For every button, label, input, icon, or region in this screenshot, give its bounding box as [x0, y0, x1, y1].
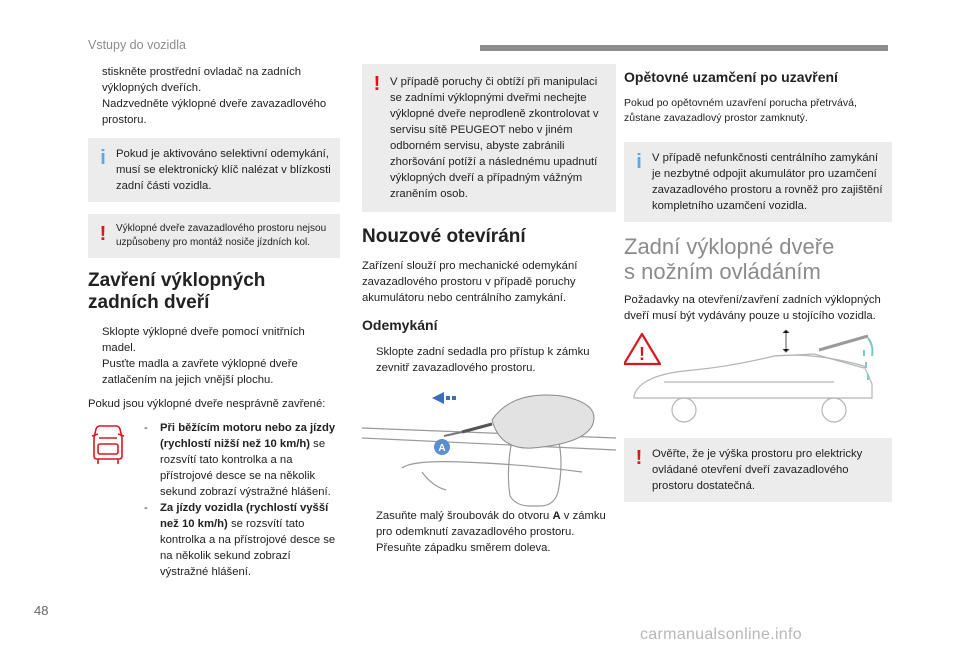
bullet-fold-seats: Sklopte zadní sedadla pro přístup k zámku zevnitř zavazadlového prostoru.: [376, 346, 590, 374]
relock-text: Pokud po opětovném uzavření porucha přetrvává, zůstane zavazadlový prostor zamknutý.: [624, 97, 857, 124]
page-header: [0, 0, 960, 60]
info-icon: i: [636, 151, 642, 173]
warn-box-malfunction: ! V případě poruchy či obtíží při manipulaci se zadními výklopnými dveřmi nechejte výklopné dveře neprodleně zkontrolovat v servisu sítě PEUGEOT nebo v jiném odborném servisu, abyste zabránili zhoršování potíží a následnému upadnutí výklopných dveří a případným vážným zraněním osob.: [362, 64, 616, 212]
bullet-insert-screwdriver: Zasuňte malý šroubovák do otvoru A v zámku pro odemknutí zavazadlového prostoru.: [376, 510, 606, 538]
improper-close-cases: [88, 420, 340, 580]
heading-relocking: Opětovné uzamčení po uzavření: [624, 69, 838, 85]
heading-closing: Zavření výklopných zadních dveří: [88, 270, 266, 313]
column-1: [88, 64, 340, 580]
warning-icon: !: [99, 223, 107, 245]
header-bar: [480, 45, 888, 51]
column-2: [362, 64, 616, 556]
open-door-warning-lamp-icon: [88, 422, 128, 468]
warning-triangle-icon: !: [639, 344, 645, 364]
requirements-text: Požadavky na otevření/zavření zadních výklopných dveří musí být vydávány pouze u stojícího vozidla.: [624, 294, 881, 322]
section-title: Vstupy do vozidla: [88, 38, 186, 52]
tailgate-clearance-illustration: [624, 330, 892, 430]
info-box-selective: i Pokud je aktivováno selektivní odemykání, musí se elektronický klíč nalézat v blízkosti zadní části vozidla.: [88, 138, 340, 202]
heading-unlocking: Odemykání: [362, 317, 438, 333]
case-slow-driving: - Při běžícím motoru nebo za jízdy (rychlostí nižší než 10 km/h) se rozsvítí tato kontrolka a na přístrojové desce se na několik sekund zobrazí výstražné hlášení.: [144, 422, 336, 498]
warning-icon: !: [635, 447, 643, 469]
bullet-close-2: Pusťte madla a zavřete výklopné dveře zatlačením na jejich vnější plochu.: [102, 358, 298, 386]
car-tailgate-icon: [624, 330, 892, 430]
info-icon: i: [100, 147, 106, 169]
heading-emergency-opening: Nouzové otevírání: [362, 226, 526, 247]
column-3: [624, 64, 892, 502]
warn-box-bike-rack: ! Výklopné dveře zavazadlového prostoru nejsou uzpůsobeny pro montáž nosiče jízdních kol.: [88, 214, 340, 258]
bullet-slide-latch: Přesuňte západku směrem doleva.: [376, 542, 551, 554]
page-number: 48: [34, 603, 49, 618]
emergency-text: Zařízení slouží pro mechanické odemykání zavazadlového prostoru v případě poruchy akumulátoru nebo centrálního zamykání.: [362, 260, 578, 304]
illustration-label-a: A: [438, 443, 446, 454]
emergency-lock-illustration: [362, 380, 616, 508]
bullet-lift: Nadzvedněte výklopné dveře zavazadlového prostoru.: [102, 98, 327, 126]
bullet-close-1: Sklopte výklopné dveře pomocí vnitřních madel.: [102, 326, 305, 354]
warning-icon: !: [373, 73, 381, 95]
watermark: carmanualsonline.info: [640, 626, 802, 643]
case-fast-driving: - Za jízdy vozidla (rychlostí vyšší než 10 km/h) se rozsvítí tato kontrolka a na přístrojové desce se na několik sekund zobrazí výstražné hlášení.: [144, 502, 336, 578]
improper-close-intro: Pokud jsou výklopné dveře nesprávně zavřené:: [88, 398, 326, 410]
screwdriver-lock-icon: [362, 380, 616, 508]
intro-continuation: stiskněte prostřední ovladač na zadních výklopných dveřích.: [102, 66, 302, 94]
warn-box-height: ! Ověřte, že je výška prostoru pro elektricky ovládané otevření dveří zavazadlového prostoru dostatečná.: [624, 438, 892, 502]
info-box-battery: i V případě nefunkčnosti centrálního zamykání je nezbytné odpojit akumulátor pro uzamčení zavazadlového prostoru a rovněž pro zajištění kompletního uzamčení vozidla.: [624, 142, 892, 222]
heading-hands-free-tailgate: Zadní výklopné dveře s nožním ovládáním: [624, 234, 835, 284]
